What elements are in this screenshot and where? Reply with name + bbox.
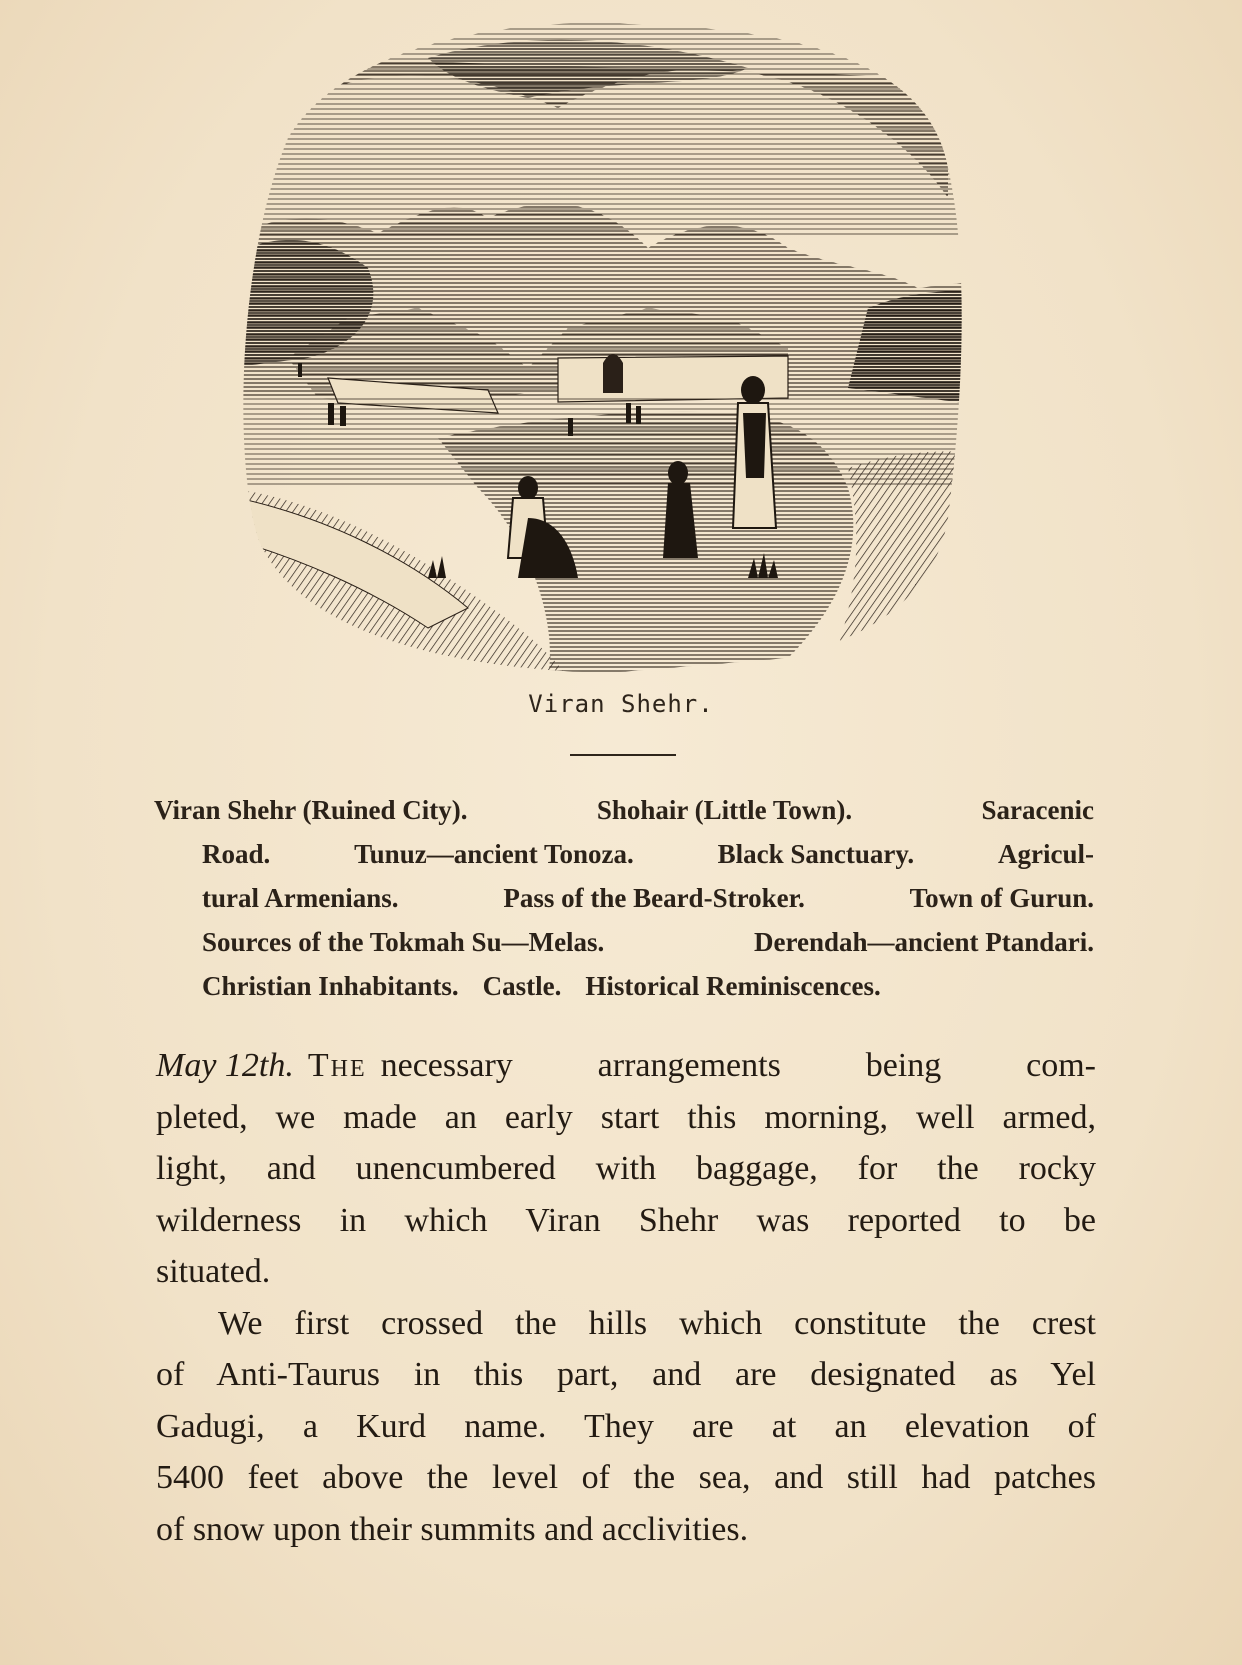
- synopsis-phrase: Town of Gurun.: [909, 883, 1094, 913]
- chapter-synopsis: [154, 788, 1094, 1008]
- synopsis-line: [154, 920, 1094, 964]
- body-line: [156, 1092, 1096, 1144]
- synopsis-line: [154, 876, 1094, 920]
- body-line: [156, 1401, 1096, 1453]
- synopsis-line: [154, 832, 1094, 876]
- divider-rule: [570, 754, 676, 756]
- synopsis-phrase: Road.: [202, 839, 271, 869]
- body-line: [156, 1349, 1096, 1401]
- synopsis-phrase: Sources of the Tokmah Su—Melas.: [202, 927, 605, 957]
- body-line-text: wilderness in which Viran Shehr was reported to be: [156, 1201, 1096, 1239]
- synopsis-phrase: Derendah—ancient Ptandari.: [753, 927, 1094, 957]
- synopsis-phrase: Pass of the Beard-Stroker.: [503, 883, 805, 913]
- body-line: [156, 1195, 1096, 1247]
- synopsis-phrase: Tunuz—ancient Tonoza.: [354, 839, 634, 869]
- engraving-illustration: [228, 18, 1003, 678]
- body-line: [156, 1143, 1096, 1195]
- synopsis-phrase: Christian Inhabitants.: [202, 971, 459, 1001]
- synopsis-phrase: Historical Reminiscences.: [585, 971, 881, 1001]
- body-line: [156, 1298, 1096, 1350]
- synopsis-phrase: Shohair (Little Town).: [596, 795, 853, 825]
- synopsis-phrase: Saracenic: [981, 795, 1094, 825]
- body-line: [156, 1040, 1096, 1092]
- body-line-text: necessary arrangements being com-: [380, 1047, 1096, 1084]
- entry-date: May 12th.: [156, 1047, 294, 1084]
- body-line: [156, 1246, 1096, 1298]
- body-line-text: of snow upon their summits and acclivities.: [156, 1510, 749, 1548]
- body-line-text: light, and unencumbered with baggage, for the rocky: [156, 1150, 1096, 1187]
- body-line-text: of Anti-Taurus in this part, and are designated as Yel: [156, 1356, 1096, 1393]
- synopsis-line: [154, 788, 1094, 832]
- synopsis-phrase: Black Sanctuary.: [717, 839, 915, 869]
- body-line: [156, 1452, 1096, 1504]
- body-line-text: 5400 feet above the level of the sea, and still had patches: [156, 1459, 1096, 1496]
- synopsis-phrase: Agricul-: [997, 839, 1094, 869]
- body-text: [156, 1040, 1096, 1555]
- first-word: The: [307, 1047, 367, 1084]
- body-line-text: We first crossed the hills which constitute the crest: [218, 1304, 1096, 1342]
- right-bank-rocks: [828, 451, 1003, 678]
- body-line-text: situated.: [156, 1253, 271, 1290]
- engraving-svg: [228, 18, 1003, 678]
- synopsis-line: [154, 964, 1094, 1008]
- body-line-text: Gadugi, a Kurd name. They are at an elevation of: [156, 1407, 1096, 1445]
- synopsis-phrase: tural Armenians.: [202, 883, 399, 913]
- figure-caption: Viran Shehr.: [528, 690, 714, 718]
- synopsis-phrase: Castle.: [482, 971, 562, 1001]
- body-line-text: pleted, we made an early start this morning, well armed,: [156, 1098, 1096, 1136]
- body-line: [156, 1504, 1096, 1556]
- synopsis-phrase: Viran Shehr (Ruined City).: [154, 795, 468, 825]
